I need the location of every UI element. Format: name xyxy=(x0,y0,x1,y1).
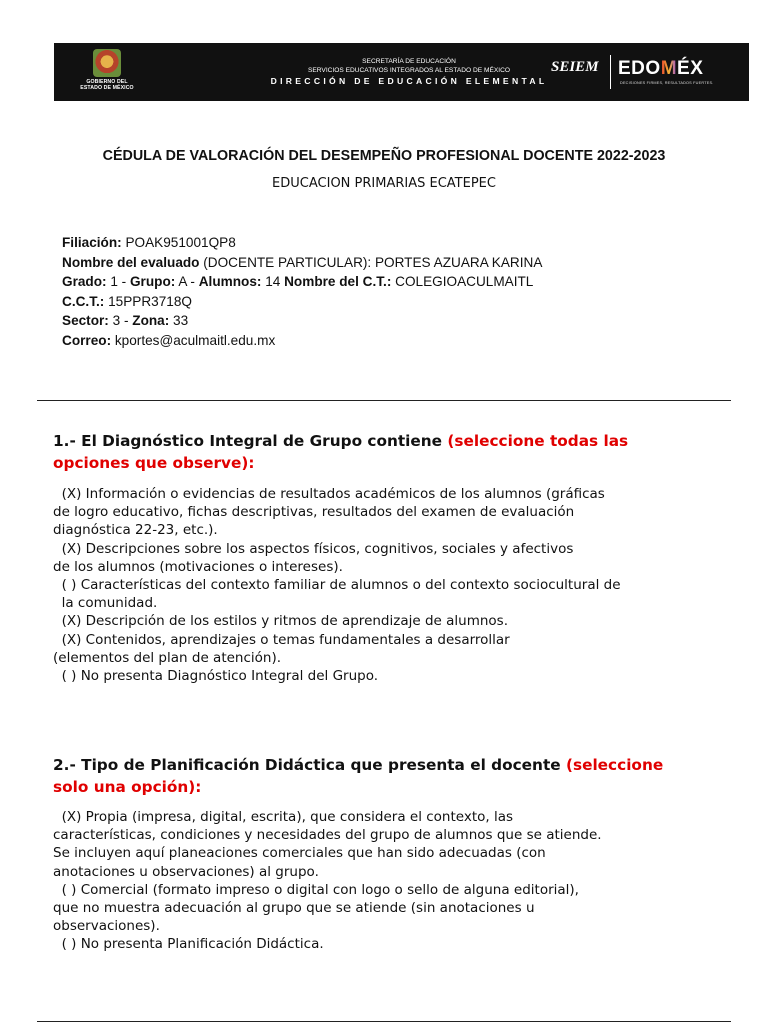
question-2-options xyxy=(53,808,703,954)
evaluado-row xyxy=(62,253,542,273)
q2-line: que no muestra adecuación al grupo que se atiende (sin anotaciones u xyxy=(53,900,535,917)
q2-line: observaciones). xyxy=(53,918,160,935)
section-divider-bottom xyxy=(37,1021,731,1022)
q1-line: ( ) Características del contexto familiar de alumnos o del contexto sociocultural de xyxy=(53,577,621,594)
q2-line: Se incluyen aquí planeaciones comerciales que han sido adecuadas (con xyxy=(53,845,546,862)
sector-row xyxy=(62,311,542,331)
alumnos-label: Alumnos: xyxy=(198,274,262,289)
edomex-accent: M xyxy=(660,58,678,79)
ct-label: Nombre del C.T.: xyxy=(284,274,392,289)
edomex-prefix: EDO xyxy=(618,58,661,79)
edomex-logo xyxy=(618,58,703,80)
grado-label: Grado: xyxy=(62,274,107,289)
q1-line: (X) Contenidos, aprendizajes o temas fundamentales a desarrollar xyxy=(53,631,510,648)
correo-value: kportes@aculmaitl.edu.mx xyxy=(111,332,276,348)
section-divider-top xyxy=(37,400,731,401)
ct-value: COLEGIOACULMAITL xyxy=(391,274,534,289)
edomex-suffix: ÉX xyxy=(677,58,704,79)
alumnos-value: 14 xyxy=(261,274,285,289)
header-banner xyxy=(54,43,749,101)
document-title: CÉDULA DE VALORACIÓN DEL DESEMPEÑO PROFESIONAL DOCENTE 2022-2023 xyxy=(102,148,666,164)
question-2-text: 2.- Tipo de Planificación Didáctica que presenta el docente xyxy=(53,756,566,774)
zona-label: Zona: xyxy=(132,313,170,328)
state-seal-icon xyxy=(93,49,121,77)
evaluee-info xyxy=(62,233,542,350)
question-1-title xyxy=(53,430,693,474)
q1-line: (elementos del plan de atención). xyxy=(53,649,282,666)
question-1-hint: (seleccione todas las opciones que observe): xyxy=(53,432,629,472)
evaluado-label: Nombre del evaluado xyxy=(62,254,200,270)
grado-value: 1 - xyxy=(106,274,130,289)
gobierno-estado-mexico-logo xyxy=(76,49,138,97)
sector-value: 3 - xyxy=(108,313,133,328)
q1-line: (X) Descripción de los estilos y ritmos de aprendizaje de alumnos. xyxy=(53,613,508,630)
correo-label: Correo: xyxy=(62,332,112,348)
q1-line: diagnóstica 22-23, etc.). xyxy=(53,522,218,539)
gov-logo-text xyxy=(76,79,138,91)
grado-row xyxy=(62,272,542,292)
question-1-options xyxy=(53,485,703,685)
grupo-value: A - xyxy=(175,274,199,289)
question-2-hint: (seleccione solo una opción): xyxy=(53,756,664,796)
header-line2: SERVICIOS EDUCATIVOS INTEGRADOS AL ESTADO DE MÉXICO xyxy=(307,67,510,74)
header-line1: SECRETARÍA DE EDUCACIÓN xyxy=(362,58,456,65)
q1-line: (X) Descripciones sobre los aspectos físicos, cognitivos, sociales y afectivos xyxy=(53,540,574,557)
cct-row xyxy=(62,292,542,312)
q1-line: (X) Información o evidencias de resultados académicos de los alumnos (gráficas xyxy=(53,486,605,502)
q1-line: la comunidad. xyxy=(53,595,158,612)
gov-logo-line2: ESTADO DE MÉXICO xyxy=(80,85,134,91)
cct-label: C.C.T.: xyxy=(62,293,105,309)
q2-line: ( ) No presenta Planificación Didáctica. xyxy=(53,936,324,953)
question-2-title xyxy=(53,754,693,798)
header-center-text xyxy=(244,57,574,88)
q2-line: (X) Propia (impresa, digital, escrita), que considera el contexto, las xyxy=(53,809,514,825)
evaluado-value: (DOCENTE PARTICULAR): PORTES AZUARA KARINA xyxy=(199,254,543,270)
filiacion-value: POAK951001QP8 xyxy=(121,235,236,250)
filiacion-row xyxy=(62,233,542,253)
edomex-tagline: DECISIONES FIRMES, RESULTADOS FUERTES. xyxy=(620,81,714,85)
zona-value: 33 xyxy=(169,313,189,328)
cct-value: 15PPR3718Q xyxy=(104,293,192,309)
question-1-text: 1.- El Diagnóstico Integral de Grupo contiene xyxy=(53,432,448,450)
correo-row xyxy=(62,331,542,351)
q2-line: ( ) Comercial (formato impreso o digital con logo o sello de alguna editorial), xyxy=(53,881,579,898)
q2-line: anotaciones u observaciones) al grupo. xyxy=(53,863,319,880)
logo-separator xyxy=(610,55,611,89)
header-line3: DIRECCIÓN DE EDUCACIÓN ELEMENTAL xyxy=(270,76,548,86)
seiem-logo: SEIEM xyxy=(551,59,599,75)
grupo-label: Grupo: xyxy=(129,274,176,289)
q1-line: ( ) No presenta Diagnóstico Integral del Grupo. xyxy=(53,668,379,685)
q2-line: características, condiciones y necesidades del grupo de alumnos que se atiende. xyxy=(53,827,602,844)
document-subtitle: EDUCACION PRIMARIAS ECATEPEC xyxy=(272,176,496,191)
filiacion-label: Filiación: xyxy=(62,235,122,250)
q1-line: de logro educativo, fichas descriptivas, resultados del examen de evaluación xyxy=(53,504,575,521)
gov-logo-line1: GOBIERNO DEL xyxy=(86,79,128,85)
q1-line: de los alumnos (motivaciones o intereses). xyxy=(53,558,343,575)
sector-label: Sector: xyxy=(62,313,109,328)
